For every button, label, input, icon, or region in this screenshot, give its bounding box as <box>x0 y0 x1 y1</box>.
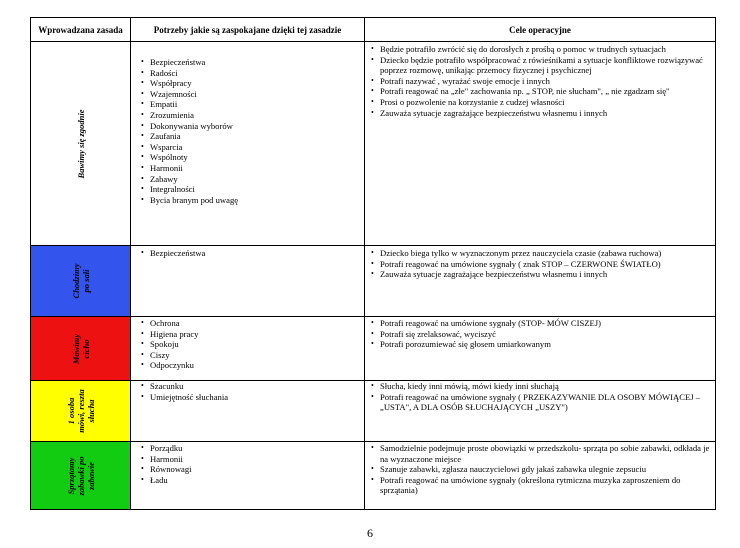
rule-label-line: Sprzątamy <box>65 457 76 494</box>
need-item: • Spokoju <box>150 339 364 350</box>
goal-item: • Słucha, kiedy inni mówią, mówi kiedy inni słuchają <box>380 381 715 392</box>
goals-cell <box>365 381 716 442</box>
need-item: • Bycia branym pod uwagę <box>150 195 364 206</box>
goal-item: • Potrafi reagować na umówione sygnały ( znak STOP – CZERWONE ŚWIATŁO) <box>380 259 715 270</box>
goal-item: • Zauważa sytuacje zagrażające bezpieczeństwu własnemu i innych <box>380 108 715 119</box>
table-row <box>31 442 716 510</box>
need-item: • Zaufania <box>150 131 364 142</box>
goals-list <box>365 318 715 350</box>
need-item: • Dokonywania wyborów <box>150 121 364 132</box>
goal-item: • Prosi o pozwolenie na korzystanie z cudzej własności <box>380 97 715 108</box>
table-row <box>31 317 716 381</box>
need-item: • Higiena pracy <box>150 329 364 340</box>
header-needs: Potrzeby jakie są zaspokajane dzięki tej zasadzie <box>131 18 365 42</box>
rule-label-line: zabawie <box>85 461 96 490</box>
goal-item: • Potrafi reagować na umówione sygnały (STOP- MÓW CISZEJ) <box>380 318 715 329</box>
header-goals: Cele operacyjne <box>365 18 716 42</box>
rule-label <box>71 333 91 363</box>
need-item: • Porządku <box>150 443 364 454</box>
rule-label-line: Mówimy <box>70 333 81 364</box>
need-item: • Zrozumienia <box>150 110 364 121</box>
needs-cell <box>131 317 365 381</box>
goal-item: • Dziecko będzie potrafiło współpracować z rówieśnikami a sytuacje konfliktowe rozwiązywać poprzez rozmowę, unikając przemocy fizycznej i psychicznej <box>380 55 715 76</box>
rule-cell <box>31 42 131 246</box>
goals-cell <box>365 442 716 510</box>
needs-list <box>131 318 364 371</box>
need-item: • Harmonii <box>150 163 364 174</box>
table-header-row <box>31 18 716 42</box>
rule-cell <box>31 442 131 510</box>
goal-item: • Potrafi porozumiewać się głosem umiarkowanym <box>380 339 715 350</box>
need-item: • Równowagi <box>150 464 364 475</box>
goal-item: • Dziecko biega tylko w wyznaczonym przez nauczyciela czasie (zabawa ruchowa) <box>380 248 715 259</box>
table-row <box>31 42 716 246</box>
need-item: • Bezpieczeństwa <box>150 248 364 259</box>
goals-cell <box>365 246 716 317</box>
goals-list <box>365 248 715 280</box>
goal-item: • Szanuje zabawki, zgłasza nauczycielowi gdy jakaś zabawka ulegnie zepsuciu <box>380 464 715 475</box>
needs-list <box>131 381 364 402</box>
needs-cell <box>131 42 365 246</box>
goal-item: • Samodzielnie podejmuje proste obowiązki w przedszkolu- sprząta po sobie zabawki, odkłada je na wyznaczone miejsce <box>380 443 715 464</box>
goal-item: • Potrafi reagować na umówione sygnały ( PRZEKAZYWANIE DLA OSOBY MÓWIĄCEJ –„USTA", A DLA OSÓB SŁUCHAJĄCYCH „USZY") <box>380 392 715 413</box>
need-item: • Ciszy <box>150 350 364 361</box>
need-item: • Wsparcia <box>150 142 364 153</box>
needs-list <box>131 57 364 205</box>
need-item: • Umiejętność słuchania <box>150 392 364 403</box>
needs-cell <box>131 442 365 510</box>
need-item: • Integralności <box>150 184 364 195</box>
goals-list <box>365 443 715 496</box>
need-item: • Ochrona <box>150 318 364 329</box>
page-number: 6 <box>367 526 373 540</box>
rule-label-line: Chodzimy <box>70 263 81 299</box>
need-item: • Współpracy <box>150 78 364 89</box>
need-item: • Radości <box>150 68 364 79</box>
goals-cell <box>365 317 716 381</box>
table-row <box>31 381 716 442</box>
header-rule: Wprowadzana zasada <box>31 18 131 42</box>
goal-item: • Zauważa sytuacje zagrażające bezpieczeństwu własnemu i innych <box>380 269 715 280</box>
rule-cell <box>31 381 131 442</box>
rule-label <box>71 264 91 299</box>
rule-cell <box>31 246 131 317</box>
rule-label-line: po sali <box>80 269 91 293</box>
need-item: • Bezpieczeństwa <box>150 57 364 68</box>
rule-label-line: zabawki po <box>75 456 86 495</box>
needs-list <box>131 248 364 259</box>
goals-cell <box>365 42 716 246</box>
need-item: • Ładu <box>150 475 364 486</box>
need-item: • Empatii <box>150 99 364 110</box>
rule-label <box>66 389 96 432</box>
rule-label-line: mówi, reszta <box>75 389 86 433</box>
rule-label-line: Bawimy się zgodnie <box>75 109 86 178</box>
rules-table <box>30 17 716 510</box>
need-item: • Harmonii <box>150 454 364 465</box>
rule-label <box>76 109 86 178</box>
goal-item: • Będzie potrafiło zwrócić się do dorosłych z prośbą o pomoc w trudnych sytuacjach <box>380 44 715 55</box>
needs-cell <box>131 246 365 317</box>
goal-item: • Potrafi się zrelaksować, wyciszyć <box>380 329 715 340</box>
need-item: • Odpoczynku <box>150 360 364 371</box>
rule-label <box>66 456 96 495</box>
goals-list <box>365 44 715 118</box>
rule-label-line: cicho <box>80 339 91 358</box>
rule-label-line: słucha <box>85 399 96 423</box>
needs-list <box>131 443 364 485</box>
needs-cell <box>131 381 365 442</box>
need-item: • Zabawy <box>150 174 364 185</box>
rule-cell <box>31 317 131 381</box>
need-item: • Wzajemności <box>150 89 364 100</box>
goal-item: • Potrafi nazywać , wyrażać swoje emocje i innych <box>380 76 715 87</box>
table-row <box>31 246 716 317</box>
rule-label-line: 1 osoba <box>65 397 76 425</box>
need-item: • Szacunku <box>150 381 364 392</box>
goal-item: • Potrafi reagować na „złe" zachowania np. „ STOP, nie słucham", „ nie zgadzam się" <box>380 86 715 97</box>
goals-list <box>365 381 715 413</box>
need-item: • Wspólnoty <box>150 152 364 163</box>
goal-item: • Potrafi reagować na umówione sygnały (określona rytmiczna muzyka zaproszeniem do sprzątania) <box>380 475 715 496</box>
